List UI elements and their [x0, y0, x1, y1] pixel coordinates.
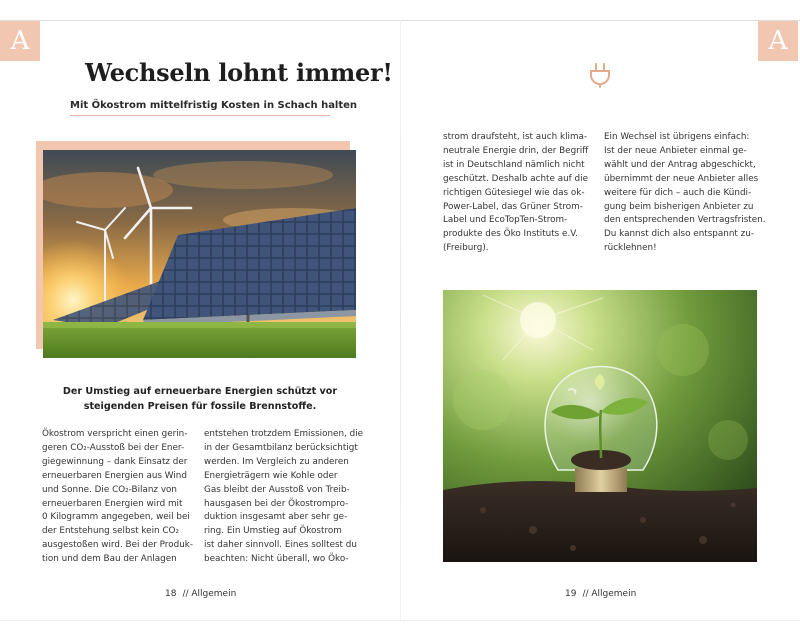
page-footer-right [565, 589, 636, 599]
body-line: duktion insgesamt aber sehr ge- [204, 512, 348, 523]
body-line: den entsprechenden Vertragsfristen. [604, 215, 766, 226]
body-line: ist in Deutschland nämlich nicht [443, 159, 585, 170]
text-column-left-1 [42, 428, 194, 567]
body-line: ring. Ein Umstieg auf Ökostrom [204, 526, 342, 537]
body-line: Label und EcoTopTen-Strom- [443, 215, 568, 226]
body-line: wählt und der Antrag abgeschickt, [604, 159, 756, 170]
body-line: neutrale Energie drin, der Begriff [443, 145, 589, 156]
body-line: rücklehnen! [604, 243, 657, 254]
body-line: gung beim bisherigen Anbieter zu [604, 201, 754, 212]
body-line: Ist der neue Anbieter einmal ge- [604, 145, 747, 156]
image-caption [60, 384, 340, 414]
body-line: erneuerbaren Energien wird mit [42, 498, 183, 509]
body-line: giegewinnung – dank Einsatz der [42, 456, 188, 467]
body-line: entstehen trotzdem Emissionen, die [204, 429, 364, 439]
body-line: strom draufsteht, ist auch klima- [443, 132, 588, 142]
body-line: der Entstehung selbst kein CO₂ [42, 526, 179, 537]
section-label: // Allgemein [182, 589, 237, 599]
body-line: ausgestoßen wird. Bei der Produk- [42, 540, 194, 551]
body-line: Energieträgern wie Kohle oder [204, 470, 338, 481]
body-line: hausgasen bei der Ökostrompro- [204, 498, 349, 509]
body-line: geren CO₂-Ausstoß bei der Ener- [42, 442, 185, 453]
body-line: werden. Im Vergleich zu anderen [204, 456, 349, 467]
solar-wind-photo [43, 150, 356, 358]
caption-line: steigenden Preisen für fossile Brennstoffe. [83, 401, 317, 412]
body-line: Gas bleibt der Ausstoß von Treib- [204, 484, 350, 495]
page-number: 18 [165, 589, 177, 599]
plug-icon [586, 61, 614, 89]
body-line: Du kannst dich also entspannt zu- [604, 229, 755, 240]
body-line: geschützt. Deshalb achte auf die [443, 173, 588, 184]
body-line: 0 Kilogramm angegeben, weil bei [42, 512, 190, 523]
body-line: in der Gesamtbilanz berücksichtigt [204, 442, 358, 453]
body-line: Power-Label, das Grüner Strom- [443, 201, 583, 212]
chapter-tab-left: A [0, 21, 40, 61]
body-line: Ökostrom verspricht einen gerin- [42, 429, 188, 439]
bottom-edge [0, 620, 800, 621]
text-column-right-1 [443, 131, 591, 256]
caption-line: Der Umstieg auf erneuerbare Energien schützt vor [62, 386, 338, 397]
body-line: tion und dem Bau der Anlagen [42, 554, 177, 565]
body-line: produkte des Öko Instituts e.V. [443, 229, 578, 240]
body-line: erneuerbaren Energien aus Wind [42, 470, 187, 481]
page-gutter [400, 20, 401, 620]
lightbulb-plant-photo [443, 290, 757, 562]
body-line: Ein Wechsel ist übrigens einfach: [604, 132, 750, 142]
page-number: 19 [565, 589, 577, 599]
body-line: ist daher sinnvoll. Eines solltest du [204, 540, 357, 551]
text-column-right-2 [604, 131, 766, 256]
body-line: richtigen Gütesiegel wie das ok- [443, 187, 585, 198]
text-column-left-2 [204, 428, 364, 567]
body-line: übernimmt der neue Anbieter alles [604, 173, 759, 184]
page-subtitle: Mit Ökostrom mittelfristig Kosten in Schach halten [70, 100, 330, 116]
page-footer-left [165, 589, 236, 599]
body-line: (Freiburg). [443, 243, 489, 254]
section-label: // Allgemein [582, 589, 637, 599]
chapter-tab-right: A [758, 21, 798, 61]
body-line: weitere für dich – auch die Kündi- [604, 187, 752, 198]
page-title: Wechseln lohnt immer! [85, 58, 393, 87]
body-line: und Sonne. Die CO₂-Bilanz von [42, 484, 177, 495]
body-line: beachten: Nicht überall, wo Öko- [204, 554, 349, 565]
